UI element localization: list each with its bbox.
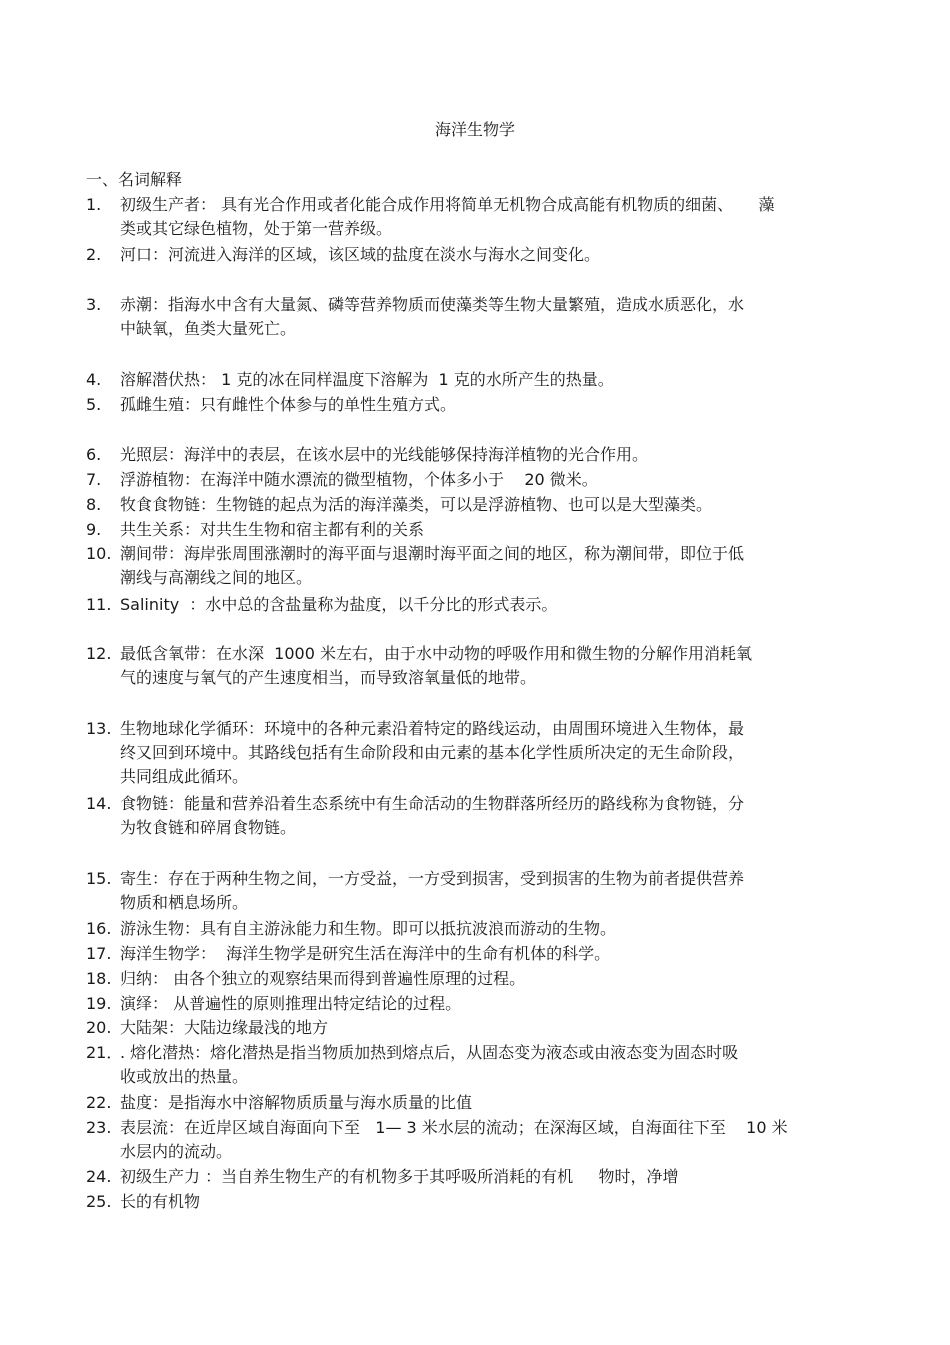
list-item	[86, 443, 866, 467]
item-text	[120, 642, 866, 690]
item-text	[120, 792, 866, 840]
item-number: 7.	[86, 470, 102, 489]
item-text-line: 海洋生物学： 海洋生物学是研究生活在海洋中的生命有机体的科学。	[120, 944, 611, 963]
item-number: 16.	[86, 919, 112, 938]
item-number: 8.	[86, 495, 102, 514]
item-text	[120, 393, 866, 417]
item-text	[120, 468, 866, 492]
item-text-line: 生物地球化学循环：环境中的各种元素沿着特定的路线运动，由周围环境进入生物体，最	[120, 719, 745, 738]
item-number: 1.	[86, 195, 102, 214]
item-text-line: 溶解潜伏热： 1 克的冰在同样温度下溶解为 1 克的水所产生的热量。	[120, 370, 614, 389]
item-text-line: 游泳生物：具有自主游泳能力和生物。即可以抵抗波浪而游动的生物。	[120, 919, 617, 938]
item-number: 23.	[86, 1118, 112, 1137]
item-text	[120, 967, 866, 991]
item-text-line: 牧食食物链：生物链的起点为活的海洋藻类，可以是浮游植物、也可以是大型藻类。	[120, 495, 713, 514]
item-text-line: 物质和栖息场所。	[120, 893, 249, 912]
item-text	[120, 1016, 866, 1040]
list-item	[86, 967, 866, 991]
item-text-line: 食物链：能量和营养沿着生态系统中有生命活动的生物群落所经历的路线称为食物链，分	[120, 794, 745, 813]
item-text-line: 潮间带：海岸张周围涨潮时的海平面与退潮时海平面之间的地区，称为潮间带，即位于低	[120, 544, 745, 563]
item-text	[120, 193, 866, 241]
item-text-line: 河口：河流进入海洋的区域，该区域的盐度在淡水与海水之间变化。	[120, 245, 601, 264]
item-text-line: 孤雌生殖：只有雌性个体参与的单性生殖方式。	[120, 395, 457, 414]
list-item	[86, 792, 866, 840]
list-item	[86, 493, 866, 517]
item-text-line: 大陆架：大陆边缘最浅的地方	[120, 1018, 329, 1037]
list-item	[86, 642, 866, 690]
item-text	[120, 293, 866, 341]
list-item	[86, 193, 866, 241]
item-text-line: Salinity ：水中总的含盐量称为盐度，以千分比的形式表示。	[120, 595, 558, 614]
list-item	[86, 867, 866, 915]
item-number: 6.	[86, 445, 102, 464]
item-number: 3.	[86, 295, 102, 314]
list-item	[86, 1116, 866, 1164]
item-text	[120, 243, 866, 267]
list-item	[86, 1041, 866, 1089]
list-item	[86, 542, 866, 590]
item-text-line: 共同组成此循环。	[120, 767, 249, 786]
item-text-line: 初级生产者： 具有光合作用或者化能合成作用将简单无机物合成高能有机物质的细菌、 藻	[120, 195, 775, 214]
page-title: 海洋生物学	[434, 120, 515, 139]
item-number: 25.	[86, 1192, 112, 1211]
item-text	[120, 593, 866, 617]
item-text-line: 寄生：存在于两种生物之间，一方受益，一方受到损害，受到损害的生物为前者提供营养	[120, 869, 745, 888]
item-text-line: 初级生产力 ：当自养生物生产的有机物多于其呼吸所消耗的有机 物时，净增	[120, 1167, 679, 1186]
list-item	[86, 368, 866, 392]
item-number: 14.	[86, 794, 112, 813]
list-item	[86, 717, 866, 789]
item-number: 19.	[86, 994, 112, 1013]
list-item	[86, 518, 866, 542]
item-text-line: 表层流：在近岸区域自海面向下至 1— 3 米水层的流动；在深海区域，自海面往下至 10 米	[120, 1118, 788, 1137]
list-item	[86, 992, 866, 1016]
item-text-line: 水层内的流动。	[120, 1142, 233, 1161]
item-text	[120, 917, 866, 941]
item-text	[120, 493, 866, 517]
item-text	[120, 1190, 866, 1214]
item-text-line: 长的有机物	[120, 1192, 201, 1211]
item-text-line: 终又回到环境中。其路线包括有生命阶段和由元素的基本化学性质所决定的无生命阶段，	[120, 743, 745, 762]
list-item	[86, 393, 866, 417]
section-heading: 一、名词解释	[86, 170, 183, 189]
item-text	[120, 1165, 866, 1189]
item-text	[120, 992, 866, 1016]
item-number: 4.	[86, 370, 102, 389]
item-text-line: 收或放出的热量。	[120, 1067, 249, 1086]
item-text	[120, 1041, 866, 1089]
item-text-line: 光照层：海洋中的表层，在该水层中的光线能够保持海洋植物的光合作用。	[120, 445, 649, 464]
list-item	[86, 243, 866, 267]
item-text-line: 中缺氧，鱼类大量死亡。	[120, 319, 297, 338]
item-number: 17.	[86, 944, 112, 963]
item-text-line: 演绎： 从普遍性的原则推理出特定结论的过程。	[120, 994, 462, 1013]
item-text-line: 共生关系：对共生生物和宿主都有利的关系	[120, 520, 425, 539]
item-number: 2.	[86, 245, 102, 264]
item-text-line: 盐度：是指海水中溶解物质质量与海水质量的比值	[120, 1093, 473, 1112]
item-text-line: . 熔化潜热：熔化潜热是指当物质加热到熔点后，从固态变为液态或由液态变为固态时吸	[120, 1043, 739, 1062]
list-item	[86, 1091, 866, 1115]
list-item	[86, 942, 866, 966]
item-number: 12.	[86, 644, 112, 663]
item-text	[120, 942, 866, 966]
item-number: 20.	[86, 1018, 112, 1037]
list-item	[86, 917, 866, 941]
item-text	[120, 867, 866, 915]
item-text-line: 类或其它绿色植物，处于第一营养级。	[120, 219, 393, 238]
item-number: 21．	[86, 1043, 123, 1062]
list-item	[86, 1016, 866, 1040]
list-item	[86, 1165, 866, 1189]
item-number: 18.	[86, 969, 112, 988]
item-number: 10.	[86, 544, 112, 563]
item-number: 5.	[86, 395, 102, 414]
item-text	[120, 443, 866, 467]
item-number: 15.	[86, 869, 112, 888]
item-text-line: 最低含氧带：在水深 1000 米左右，由于水中动物的呼吸作用和微生物的分解作用消耗氧	[120, 644, 752, 663]
item-text-line: 浮游植物：在海洋中随水漂流的微型植物，个体多小于 20 微米。	[120, 470, 598, 489]
item-text-line: 潮线与高潮线之间的地区。	[120, 568, 313, 587]
item-text	[120, 1116, 866, 1164]
item-number: 22.	[86, 1093, 112, 1112]
item-number: 9.	[86, 520, 102, 539]
item-text	[120, 717, 866, 789]
list-item	[86, 1190, 866, 1214]
list-item	[86, 468, 866, 492]
item-text-line: 赤潮：指海水中含有大量氮、磷等营养物质而使藻类等生物大量繁殖，造成水质恶化，水	[120, 295, 745, 314]
item-text-line: 归纳： 由各个独立的观察结果而得到普遍性原理的过程。	[120, 969, 526, 988]
item-number: 13.	[86, 719, 112, 738]
item-text	[120, 1091, 866, 1115]
item-text-line: 气的速度与氧气的产生速度相当，而导致溶氧量低的地带。	[120, 668, 537, 687]
item-number: 11.	[86, 595, 112, 614]
item-text	[120, 542, 866, 590]
item-text	[120, 368, 866, 392]
item-text	[120, 518, 866, 542]
list-item	[86, 293, 866, 341]
list-item	[86, 593, 866, 617]
item-number: 24.	[86, 1167, 112, 1186]
item-text-line: 为牧食链和碎屑食物链。	[120, 818, 297, 837]
